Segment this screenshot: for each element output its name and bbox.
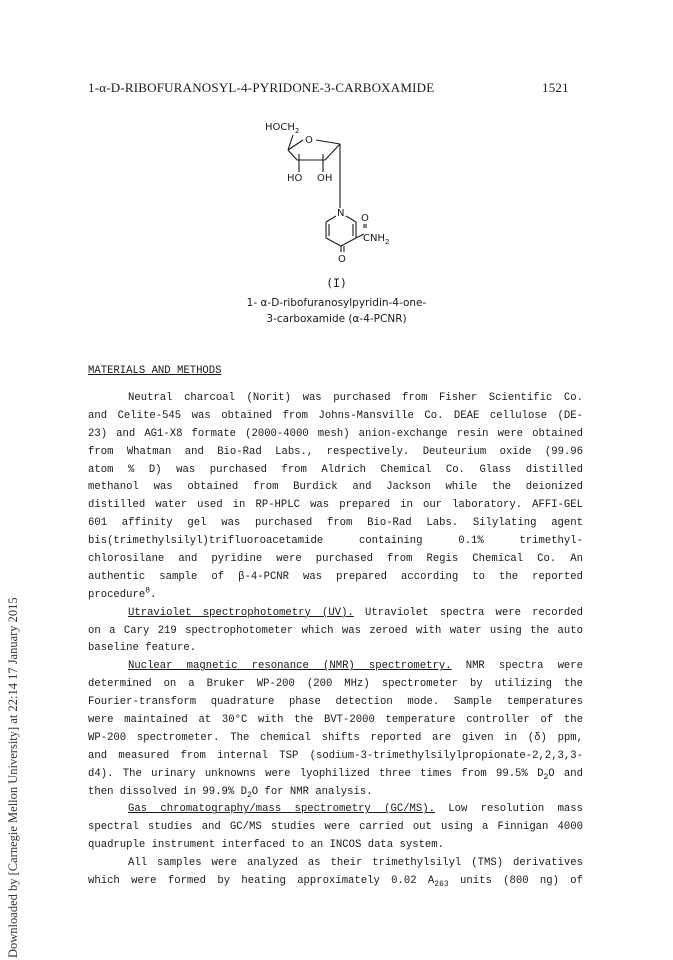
body-line: Utraviolet spectrophotometry (UV). Utraviolet spectra were recorded: [128, 606, 583, 619]
page-number: 1521: [542, 80, 569, 95]
chemical-structure: [240, 110, 440, 280]
body-line: All samples were analyzed as their trimethylsilyl (TMS) derivatives: [128, 857, 583, 870]
body-line: spectral studies and GC/MS studies were carried out using a Finnigan 4000: [88, 821, 583, 834]
body-line: methanol was obtained from Burdick and Jackson while the deionized: [88, 481, 583, 494]
body-line: which were formed by heating approximately 0.02 $A_{263}$ units (800 ng) of: [88, 875, 583, 890]
gcms-subheading: Gas chromatography/mass spectrometry (GC/MS).: [128, 803, 435, 816]
body-line: were maintained at 30°C with the BVT-2000 temperature controller of the: [88, 714, 583, 727]
body-line: then dissolved in 99.9% $D_2O$ for NMR analysis.: [88, 785, 373, 800]
download-watermark: Downloaded by [Carnegie Mellon University] at 22:14 17 January 2015: [6, 597, 20, 958]
hoch2-label: $HOCH_2$: [265, 122, 300, 135]
body-text: [88, 390, 583, 891]
pyridone-ring: [326, 216, 366, 252]
body-line: WP-200 spectrometer. The chemical shifts reported are given in (δ) ppm,: [88, 731, 583, 744]
body-line: Gas chromatography/mass spectrometry (GC/MS). Low resolution mass: [128, 803, 583, 816]
body-line: procedure$^8$.: [88, 586, 157, 601]
body-line: d4). The urinary unknowns were lyophilized three times from 99.5% $D_2O$ and: [88, 767, 583, 782]
nmr-subheading: Nuclear magnetic resonance (NMR) spectrometry.: [128, 660, 452, 673]
ribose-ring: [288, 135, 340, 208]
body-line: 23) and AG1-X8 formate (2000-4000 mesh) anion-exchange resin were obtained: [88, 427, 583, 440]
body-line: quadruple instrument interfaced to an INCOS data system.: [88, 839, 445, 852]
structure-caption-line-2: 3-carboxamide (α-4-PCNR): [266, 313, 407, 325]
carboxamide-label: $CNH_2$: [363, 233, 390, 246]
running-title: 1-α-D-RIBOFURANOSYL-4-PYRIDONE-3-CARBOXAMIDE: [88, 80, 435, 95]
body-line: Fourier-transform quadrature phase detection mode. Sample temperatures: [88, 696, 583, 709]
body-line: atom % D) was purchased from Aldrich Chemical Co. Glass distilled: [88, 463, 583, 476]
oh-label: OH: [317, 173, 333, 184]
section-heading: MATERIALS AND METHODS: [88, 365, 222, 377]
body-line: and measured from internal TSP (sodium-3-trimethylsilylpropionate-2,2,3,3-: [88, 749, 583, 762]
body-line: baseline feature.: [88, 642, 197, 655]
body-line: chlorosilane and pyridine were purchased from Regis Chemical Co. An: [88, 553, 583, 566]
keto-oxygen: O: [338, 254, 346, 265]
reference-superscript: 8: [145, 586, 151, 596]
body-line: distilled water used in RP-HPLC was prepared in our laboratory. AFFI-GEL: [88, 499, 583, 512]
ring-nitrogen: N: [337, 208, 345, 219]
body-line: on a Cary 219 spectrophotometer which was zeroed with water using the auto: [88, 624, 583, 637]
body-line: 601 affinity gel was purchased from Bio-Rad Labs. Silylating agent: [88, 517, 583, 530]
compound-number: (I): [326, 276, 347, 290]
body-line: from Whatman and Bio-Rad Labs., respectively. Deuteurium oxide (99.96: [88, 445, 583, 458]
body-line: authentic sample of β-4-PCNR was prepared according to the reported: [88, 570, 583, 583]
ring-oxygen: O: [305, 135, 313, 146]
body-line: determined on a Bruker WP-200 (200 MHz) spectrometer by utilizing the: [88, 678, 583, 691]
carbonyl-oxygen: O: [361, 213, 369, 224]
body-line: bis(trimethylsilyl)trifluoroacetamide containing 0.1% trimethyl-: [88, 535, 583, 548]
ho-label: HO: [287, 173, 303, 184]
body-line: Neutral charcoal (Norit) was purchased from Fisher Scientific Co.: [128, 392, 583, 404]
uv-subheading: Utraviolet spectrophotometry (UV).: [128, 606, 354, 619]
body-line: Nuclear magnetic resonance (NMR) spectrometry. NMR spectra were: [128, 660, 584, 673]
structure-caption-line-1: 1- α-D-ribofuranosylpyridin-4-one-: [246, 297, 427, 309]
body-line: and Celite-545 was obtained from Johns-Mansville Co. DEAE cellulose (DE-: [88, 409, 583, 422]
